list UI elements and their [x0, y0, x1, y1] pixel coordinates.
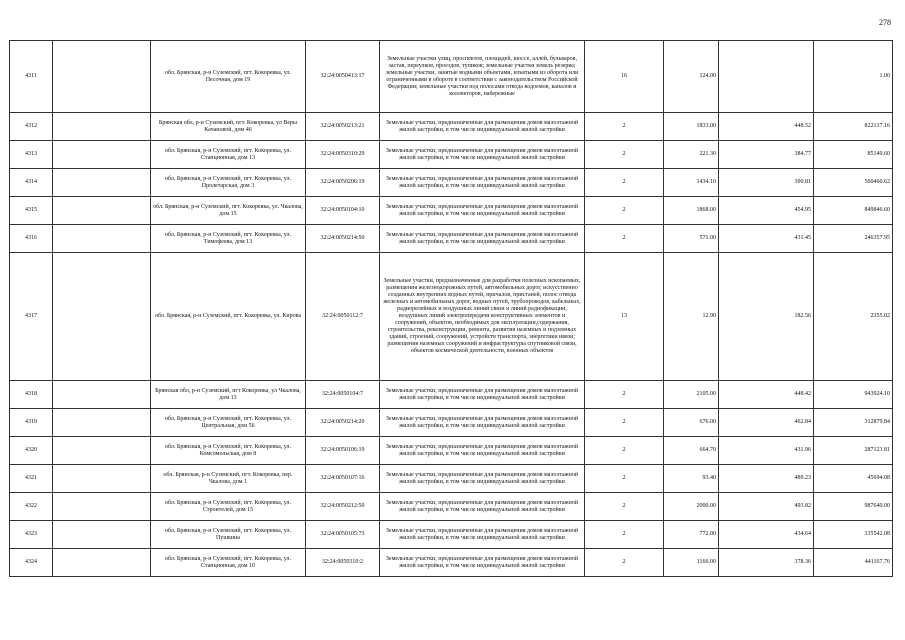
cadastral-number-cell: 32:24:0050104:10 [306, 197, 380, 225]
cadastral-number-cell: 32:24:0050310:29 [306, 141, 380, 169]
cadastral-value-cell: 1.00 [814, 41, 893, 113]
cadastral-value-cell: 822137.16 [814, 113, 893, 141]
address-cell: обл. Брянская, р-н Суземский, пгт. Кокоревка, ул. Строителей, дом 15 [151, 493, 306, 521]
cadastral-value-cell: 246357.95 [814, 225, 893, 253]
land-use-cell: Земельные участки, предназначенные для размещения домов малоэтажной жилой застройки, в том числе индивидуальной жилой застройки [380, 113, 585, 141]
table-row [10, 381, 893, 409]
address-cell: обл. Брянская, р-н Суземский, пгт. Кокоревка, ул. Кирова [151, 253, 306, 381]
specific-value-cell: 378.36 [719, 549, 814, 577]
cadastral-value-cell: 987640.00 [814, 493, 893, 521]
empty-cell [53, 549, 151, 577]
table-row [10, 197, 893, 225]
cadastral-value-cell: 287123.81 [814, 437, 893, 465]
specific-value-cell: 448.42 [719, 381, 814, 409]
area-cell: 676.00 [664, 409, 719, 437]
table-row [10, 465, 893, 493]
specific-value-cell [719, 41, 814, 113]
cadastral-number-cell: 32:24:0050213:21 [306, 113, 380, 141]
address-cell: обл. Брянская, р-н Суземский, пгт. Кокоревка, ул. Станционная, дом 10 [151, 549, 306, 577]
area-cell: 93.40 [664, 465, 719, 493]
area-cell: 1868.00 [664, 197, 719, 225]
area-cell: 221.30 [664, 141, 719, 169]
land-use-cell: Земельные участки, предназначенные для размещения домов малоэтажной жилой застройки, в том числе индивидуальной жилой застройки [380, 465, 585, 493]
area-cell: 1166.00 [664, 549, 719, 577]
table-row [10, 409, 893, 437]
table-row [10, 113, 893, 141]
table-row [10, 549, 893, 577]
empty-cell [53, 493, 151, 521]
land-use-cell: Земельные участки, предназначенные для размещения домов малоэтажной жилой застройки, в том числе индивидуальной жилой застройки [380, 169, 585, 197]
empty-cell [53, 409, 151, 437]
specific-value-cell: 431.45 [719, 225, 814, 253]
address-cell: обл. Брянская, р-н Суземский, пгт. Кокоревка, ул. Комсомольская, дом 8 [151, 437, 306, 465]
specific-value-cell: 182.56 [719, 253, 814, 381]
row-number: 4314 [10, 169, 53, 197]
empty-cell [53, 437, 151, 465]
row-number: 4315 [10, 197, 53, 225]
empty-cell [53, 225, 151, 253]
use-code-cell: 2 [585, 437, 664, 465]
specific-value-cell: 431.96 [719, 437, 814, 465]
empty-cell [53, 113, 151, 141]
address-cell: обл. Брянская, р-н Суземский, пгт. Кокоревка, ул. Станционная, дом 13 [151, 141, 306, 169]
cadastral-value-cell: 85149.60 [814, 141, 893, 169]
address-cell: Брянская обл, р-н Суземский, пгт Кокоревка, ул Чкалова, дом 13 [151, 381, 306, 409]
cadastral-number-cell: 32:24:0050112:7 [306, 253, 380, 381]
table-row [10, 225, 893, 253]
empty-cell [53, 521, 151, 549]
land-use-cell: Земельные участки, предназначенные для размещения домов малоэтажной жилой застройки, в том числе индивидуальной жилой застройки [380, 197, 585, 225]
use-code-cell: 2 [585, 549, 664, 577]
use-code-cell: 2 [585, 141, 664, 169]
table-row [10, 169, 893, 197]
row-number: 4316 [10, 225, 53, 253]
specific-value-cell: 434.64 [719, 521, 814, 549]
row-number: 4322 [10, 493, 53, 521]
use-code-cell: 16 [585, 41, 664, 113]
address-cell: обл. Брянская, р-н Суземский, пгт. Кокоревка, ул. Тимофеева, дом 13 [151, 225, 306, 253]
cadastral-value-cell: 849846.60 [814, 197, 893, 225]
table-row [10, 41, 893, 113]
cadastral-value-table [9, 40, 893, 577]
cadastral-value-cell: 441167.76 [814, 549, 893, 577]
address-cell: обл. Брянская, р-н Суземский, пгт. Кокоревка, ул. Песочная, дом 19 [151, 41, 306, 113]
cadastral-value-cell: 45694.08 [814, 465, 893, 493]
row-number: 4312 [10, 113, 53, 141]
row-number: 4321 [10, 465, 53, 493]
area-cell: 2105.00 [664, 381, 719, 409]
cadastral-number-cell: 32:24:0050107:16 [306, 465, 380, 493]
cadastral-number-cell: 32:24:0050212:50 [306, 493, 380, 521]
specific-value-cell: 384.77 [719, 141, 814, 169]
table-row [10, 521, 893, 549]
specific-value-cell: 462.84 [719, 409, 814, 437]
cadastral-value-cell: 2355.02 [814, 253, 893, 381]
land-use-cell: Земельные участки, предназначенные для размещения домов малоэтажной жилой застройки, в том числе индивидуальной жилой застройки [380, 493, 585, 521]
address-cell: Брянская обл, р-н Суземский, пгт. Кокоревка, ул Веры Качановой, дом 46 [151, 113, 306, 141]
land-use-cell: Земельные участки, предназначенные для размещения домов малоэтажной жилой застройки, в том числе индивидуальной жилой застройки [380, 141, 585, 169]
area-cell: 124.00 [664, 41, 719, 113]
use-code-cell: 2 [585, 465, 664, 493]
row-number: 4313 [10, 141, 53, 169]
cadastral-number-cell: 32:24:0050106:19 [306, 437, 380, 465]
address-cell: обл. Брянская, р-н Суземский, пгт. Кокоревка, ул. Пушкина [151, 521, 306, 549]
land-use-cell: Земельные участки, предназначенные для размещения домов малоэтажной жилой застройки, в том числе индивидуальной жилой застройки [380, 409, 585, 437]
land-use-cell: Земельные участки, предназначенные для разработки полезных ископаемых, размещения железнодорожных путей, автомобильных дорог, искусственно созданных внутренних водных путей, причалов, пристаней, полос отвода железных и автомобильных дорог, водных путей, трубопроводов, кабельных, радиорелейных и воздушных линий связи и линий радиофикации, воздушных линий электропередачи конструктивных элементов и сооружений, объектов, необходимых для эксплуатации,содержания, строительства, реконструкции, ремонта, развития наземных и подземных зданий, строений, сооружений, устройств транспорта, энергетики ивязи; размещения наземных сооружений и инфраструктуры спутниковой связи, объектов космической деятельности, военных объектов [380, 253, 585, 381]
empty-cell [53, 141, 151, 169]
area-cell: 2000.00 [664, 493, 719, 521]
empty-cell [53, 169, 151, 197]
row-number: 4317 [10, 253, 53, 381]
use-code-cell: 2 [585, 381, 664, 409]
use-code-cell: 2 [585, 169, 664, 197]
cadastral-number-cell: 32:24:0050206:19 [306, 169, 380, 197]
cadastral-number-cell: 32:24:0050214:20 [306, 409, 380, 437]
cadastral-value-cell: 560460.62 [814, 169, 893, 197]
empty-cell [53, 465, 151, 493]
area-cell: 664.70 [664, 437, 719, 465]
land-use-cell: Земельные участки улиц, проспектов, площадей, шоссе, аллей, бульваров, застав, переулков, проездов, тупиков; земельные участки земель резерва; земельные участки, занятые водными объектами, изъятыми из оборота или ограниченными в обороте в соответствии с законодательством Российской Федерации; земельные участки под полосами отвода водоемов, каналов и коллекторов, набережные [380, 41, 585, 113]
area-cell: 1833.00 [664, 113, 719, 141]
row-number: 4320 [10, 437, 53, 465]
row-number: 4324 [10, 549, 53, 577]
cadastral-number-cell: 32:24:0050413:17 [306, 41, 380, 113]
land-use-cell: Земельные участки, предназначенные для размещения домов малоэтажной жилой застройки, в том числе индивидуальной жилой застройки [380, 437, 585, 465]
specific-value-cell: 390.81 [719, 169, 814, 197]
use-code-cell: 13 [585, 253, 664, 381]
cadastral-value-cell: 335542.08 [814, 521, 893, 549]
cadastral-number-cell: 32:24:0050104:7 [306, 381, 380, 409]
use-code-cell: 2 [585, 521, 664, 549]
table-body [10, 41, 893, 577]
empty-cell [53, 381, 151, 409]
specific-value-cell: 489.23 [719, 465, 814, 493]
address-cell: обл. Брянская, р-н Суземский, пгт. Кокоревка, пер. Чкалова, дом 1 [151, 465, 306, 493]
use-code-cell: 2 [585, 197, 664, 225]
land-use-cell: Земельные участки, предназначенные для размещения домов малоэтажной жилой застройки, в том числе индивидуальной жилой застройки [380, 521, 585, 549]
use-code-cell: 2 [585, 113, 664, 141]
land-use-cell: Земельные участки, предназначенные для размещения домов малоэтажной жилой застройки, в том числе индивидуальной жилой застройки [380, 549, 585, 577]
specific-value-cell: 454.95 [719, 197, 814, 225]
table-row [10, 437, 893, 465]
empty-cell [53, 197, 151, 225]
use-code-cell: 2 [585, 493, 664, 521]
area-cell: 772.00 [664, 521, 719, 549]
cadastral-number-cell: 32:24:0050105:73 [306, 521, 380, 549]
address-cell: обл. Брянская, р-н Суземский, пгт. Кокоревка, ул. Пролетарская, дом 3 [151, 169, 306, 197]
row-number: 4319 [10, 409, 53, 437]
table-row [10, 141, 893, 169]
use-code-cell: 2 [585, 225, 664, 253]
address-cell: обл. Брянская, р-н Суземский, пгт. Кокоревка, ул. Чкалова, дом 15 [151, 197, 306, 225]
empty-cell [53, 41, 151, 113]
cadastral-value-cell: 312879.84 [814, 409, 893, 437]
empty-cell [53, 253, 151, 381]
area-cell: 12.90 [664, 253, 719, 381]
land-use-cell: Земельные участки, предназначенные для размещения домов малоэтажной жилой застройки, в том числе индивидуальной жилой застройки [380, 225, 585, 253]
row-number: 4311 [10, 41, 53, 113]
land-use-cell: Земельные участки, предназначенные для размещения домов малоэтажной жилой застройки, в том числе индивидуальной жилой застройки [380, 381, 585, 409]
table-row [10, 253, 893, 381]
area-cell: 1434.10 [664, 169, 719, 197]
area-cell: 571.00 [664, 225, 719, 253]
use-code-cell: 2 [585, 409, 664, 437]
table-row [10, 493, 893, 521]
row-number: 4318 [10, 381, 53, 409]
address-cell: обл. Брянская, р-н Суземский, пгт. Кокоревка, ул. Центральная, дом 56 [151, 409, 306, 437]
cadastral-number-cell: 32:24:0050214:50 [306, 225, 380, 253]
cadastral-value-cell: 943924.10 [814, 381, 893, 409]
page-number: 278 [879, 18, 891, 27]
cadastral-number-cell: 32:24:0050310:2 [306, 549, 380, 577]
specific-value-cell: 448.52 [719, 113, 814, 141]
row-number: 4323 [10, 521, 53, 549]
specific-value-cell: 493.82 [719, 493, 814, 521]
